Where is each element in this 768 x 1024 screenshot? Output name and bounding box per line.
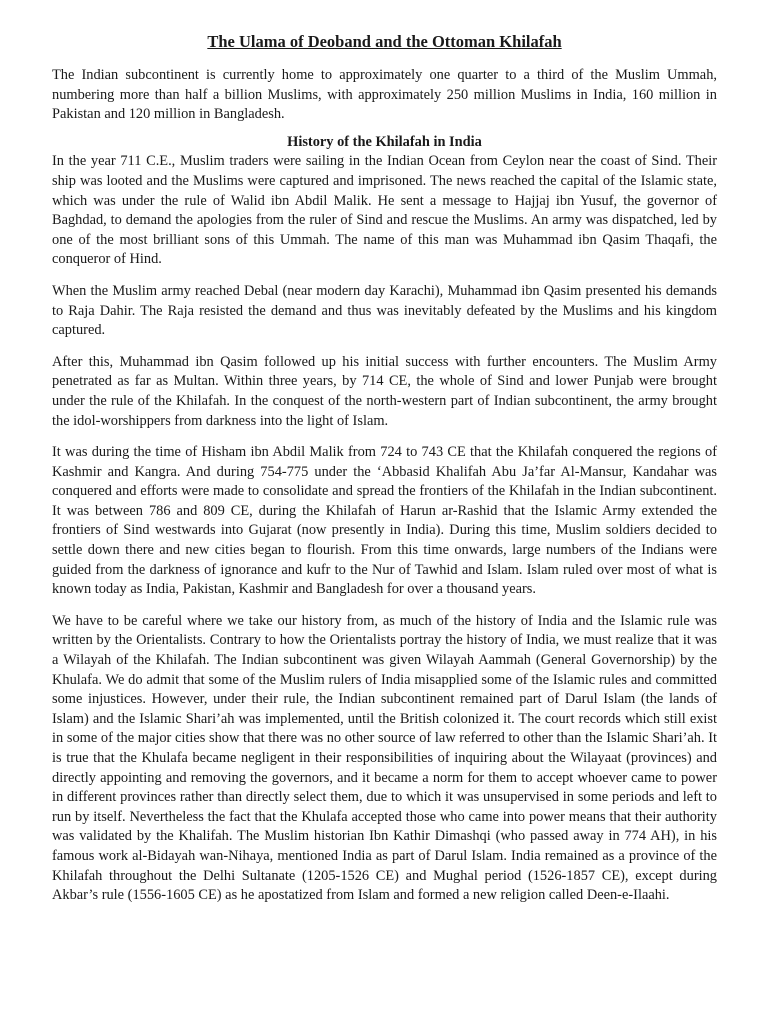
body-paragraph-2: When the Muslim army reached Debal (near modern day Karachi), Muhammad ibn Qasim presented his demands to Raja Dahir. The Raja resisted the demand and thus was inevitably defeated by the Muslims and his kingdom captured. bbox=[52, 282, 717, 339]
body-paragraph-1: In the year 711 C.E., Muslim traders were sailing in the Indian Ocean from Ceylon near the coast of Sind. Their ship was looted and the Muslims were captured and imprisoned. The news reached the capital of the Islamic state, which was under the rule of Walid ibn Abdil Malik. He sent a message to Hajjaj ibn Yusuf, the governor of Baghdad, to demand the apologies from the ruler of Sind and rescue the Muslims. An army was dispatched, led by one of the most brilliant sons of this Ummah. The name of this man was Muhammad ibn Qasim Thaqafi, the conqueror of Hind. bbox=[52, 153, 717, 268]
document-page bbox=[52, 31, 717, 918]
document-title: The Ulama of Deoband and the Ottoman Khilafah bbox=[207, 32, 562, 51]
body-paragraph-3: After this, Muhammad ibn Qasim followed up his initial success with further encounters. The Muslim Army penetrated as far as Multan. Within three years, by 714 CE, the whole of Sind and lower Punjab were brought under the rule of the Khilafah. In the conquest of the north-western part of Indian subcontinent, the army brought the idol-worshippers from darkness into the light of Islam. bbox=[52, 353, 717, 429]
section-heading: History of the Khilafah in India bbox=[287, 133, 482, 150]
intro-paragraph: The Indian subcontinent is currently home to approximately one quarter to a third of the Muslim Ummah, numbering more than half a billion Muslims, with approximately 250 million Muslims in India, 160 million in Pakistan and 120 million in Bangladesh. bbox=[52, 67, 717, 123]
body-paragraph-4: It was during the time of Hisham ibn Abdil Malik from 724 to 743 CE that the Khilafah conquered the regions of Kashmir and Kangra. And during 754-775 under the ‘Abbasid Khalifah Abu Ja’far Al-Mansur, Kandahar was conquered and efforts were made to consolidate and spread the frontiers of the Khilafah in the Indian subcontinent. It was between 786 and 809 CE, during the Khilafah of Harun ar-Rashid that the Islamic Army extended the frontiers of Sind westwards into Gujarat (now presently in India). During this time, Muslim soldiers decided to settle down there and new cities began to flourish. From this time onwards, large numbers of the Indians were guided from the darkness of ignorance and kufr to the Nur of Tawhid and Islam. Islam ruled over most of what is known today as India, Pakistan, Kashmir and Bangladesh for over a thousand years. bbox=[52, 444, 717, 598]
body-paragraph-5: We have to be careful where we take our history from, as much of the history of India and the Islamic rule was written by the Orientalists. Contrary to how the Orientalists portray the history of India, we must realize that it was a Wilayah of the Khilafah. The Indian subcontinent was given Wilayah Aammah (General Governorship) by the Khulafa. We do admit that some of the Muslim rulers of India misapplied some of the Islamic rules and committed some injustices. However, under their rule, the Indian subcontinent remained part of Darul Islam (the lands of Islam) and the Islamic Shari’ah was implemented, until the British colonized it. The court records which still exist in some of the major cities show that there was no other source of law referred to other than the Islamic Shari’ah. It is true that the Khulafa became negligent in their responsibilities of inquiring about the Wilayaat (provinces) and directly appointing and removing the governors, and it became a norm for them to accept whoever came to power in different provinces rather than directly select them, due to which it was unsupervised in some periods and left to run by itself. Nevertheless the fact that the Khulafa accepted those who came into power means that their authority was validated by the Khalifah. The Muslim historian Ibn Kathir Dimashqi (who passed away in 774 AH), in his famous work al-Bidayah wan-Nihaya, mentioned India as part of Darul Islam. India remained as a province of the Khilafah throughout the Delhi Sultanate (1205-1526 CE) and Mughal period (1526-1857 CE), except during Akbar’s rule (1556-1605 CE) as he apostatized from Islam and formed a new religion called Deen-e-Ilaahi. bbox=[52, 612, 717, 904]
